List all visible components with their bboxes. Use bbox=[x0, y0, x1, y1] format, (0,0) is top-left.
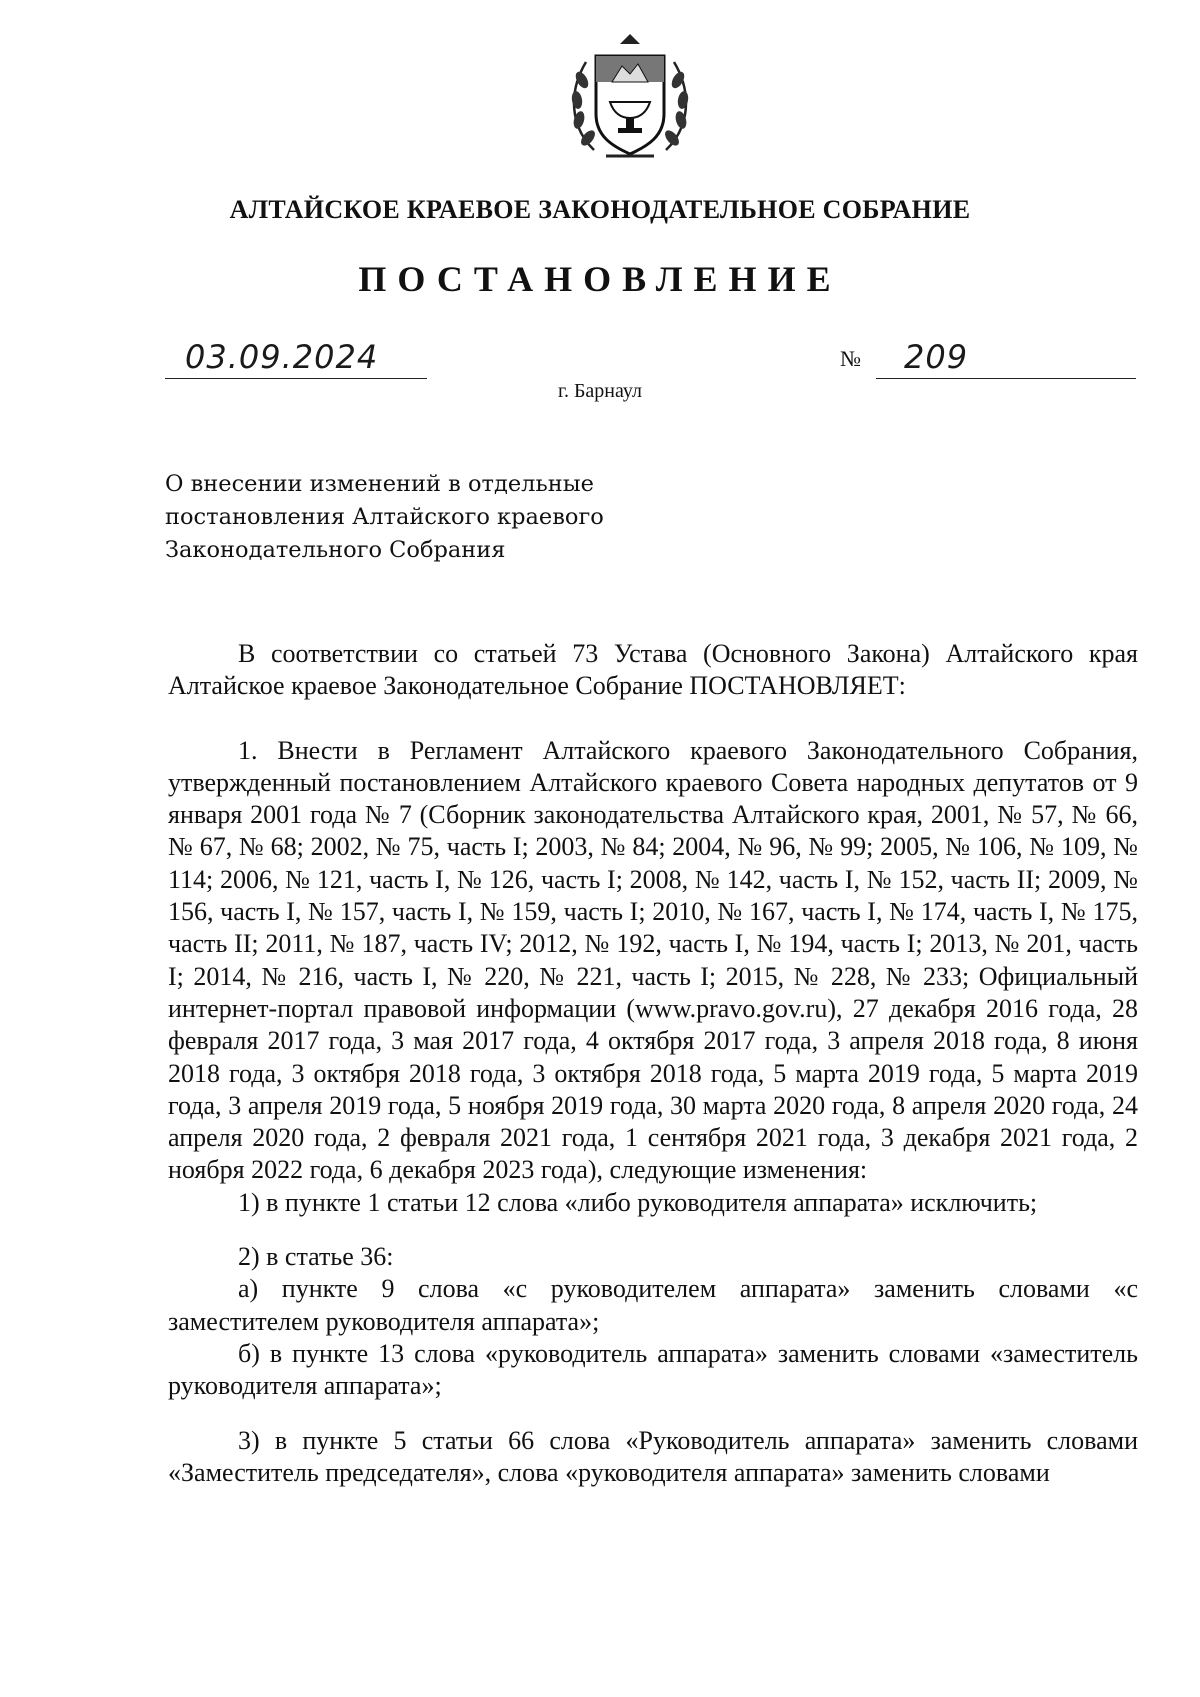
document-number: 209 bbox=[904, 338, 969, 376]
subject-line: Законодательного Собрания bbox=[165, 537, 506, 563]
subitem-1-paragraph: 1) в пункте 1 статьи 12 слова «либо руководителя аппарата» исключить; bbox=[238, 1187, 1038, 1217]
altai-krai-coat-of-arms-emblem bbox=[560, 22, 700, 172]
number-label: № bbox=[840, 346, 861, 371]
organization-name: АЛТАЙСКОЕ КРАЕВОЕ ЗАКОНОДАТЕЛЬНОЕ СОБРАНИЕ bbox=[229, 195, 971, 224]
subitem-2a-paragraph: а) пункте 9 слова «с руководителем аппарата» заменить словами «с заместителем руководителя аппарата»; bbox=[168, 1274, 1138, 1336]
document-number-field bbox=[876, 336, 1136, 379]
city-name: г. Барнаул bbox=[558, 380, 642, 402]
subitem-2b-paragraph: б) в пункте 13 слова «руководитель аппарата» заменить словами «заместитель руководителя аппарата»; bbox=[168, 1338, 1138, 1401]
subject-line: постановления Алтайского краевого bbox=[165, 504, 604, 530]
subject-line: О внесении изменений в отдельные bbox=[165, 471, 594, 497]
document-date: 03.09.2024 bbox=[185, 338, 379, 376]
document-subject bbox=[165, 468, 685, 567]
document-body bbox=[168, 638, 1138, 1489]
subitem-3-paragraph: 3) в пункте 5 статьи 66 слова «Руководитель аппарата» заменить словами «Заместитель председателя», слова «руководителя аппарата» заменить словами bbox=[168, 1425, 1138, 1487]
document-date-field bbox=[165, 336, 427, 379]
subitem-2-paragraph: 2) в статье 36: bbox=[238, 1242, 394, 1272]
item-1-paragraph: 1. Внести в Регламент Алтайского краевого Законодательного Собрания, утвержденный постановлением Алтайского краевого Совета народных депутатов от 9 января 2001 года № 7 (Сборник законодательства Алтайского края, 2001, № 57, № 66, № 67, № 68; 2002, № 75, часть I; 2003, № 84; 2004, № 96, № 99; 2005, № 106, № 109, № 114; 2006, № 121, часть I, № 126, часть I; 2008, № 142, часть I, № 152, часть II; 2009, № 156, часть I, № 157, часть I, № 159, часть I; 2010, № 167, часть I, № 174, часть I, № 175, часть II; 2011, № 187, часть IV; 2012, № 192, часть I, № 194, часть I; 2013, № 201, часть I; 2014, № 216, часть I, № 220, № 221, часть I; 2015, № 228, № 233; Официальный интернет-портал правовой информации (www.pravo.gov.ru), 27 декабря 2016 года, 28 февраля 2017 года, 3 мая 2017 года, 4 октября 2017 года, 3 апреля 2018 года, 8 июня 2018 года, 3 октября 2018 года, 3 октября 2018 года, 5 марта 2019 года, 5 марта 2019 года, 3 апреля 2019 года, 5 ноября 2019 года, 30 марта 2020 года, 8 апреля 2020 года, 24 апреля 2020 года, 2 февраля 2021 года, 1 сентября 2021 года, 3 декабря 2021 года, 2 ноября 2022 года, 6 декабря 2023 года), следующие изменения: bbox=[168, 735, 1138, 1185]
preamble-paragraph: В соответствии со статьей 73 Устава (Основного Закона) Алтайского края Алтайское краевое Законодательное Собрание ПОСТАНОВЛЯЕТ: bbox=[168, 639, 1138, 701]
document-type-title: ПОСТАНОВЛЕНИЕ bbox=[358, 259, 842, 299]
